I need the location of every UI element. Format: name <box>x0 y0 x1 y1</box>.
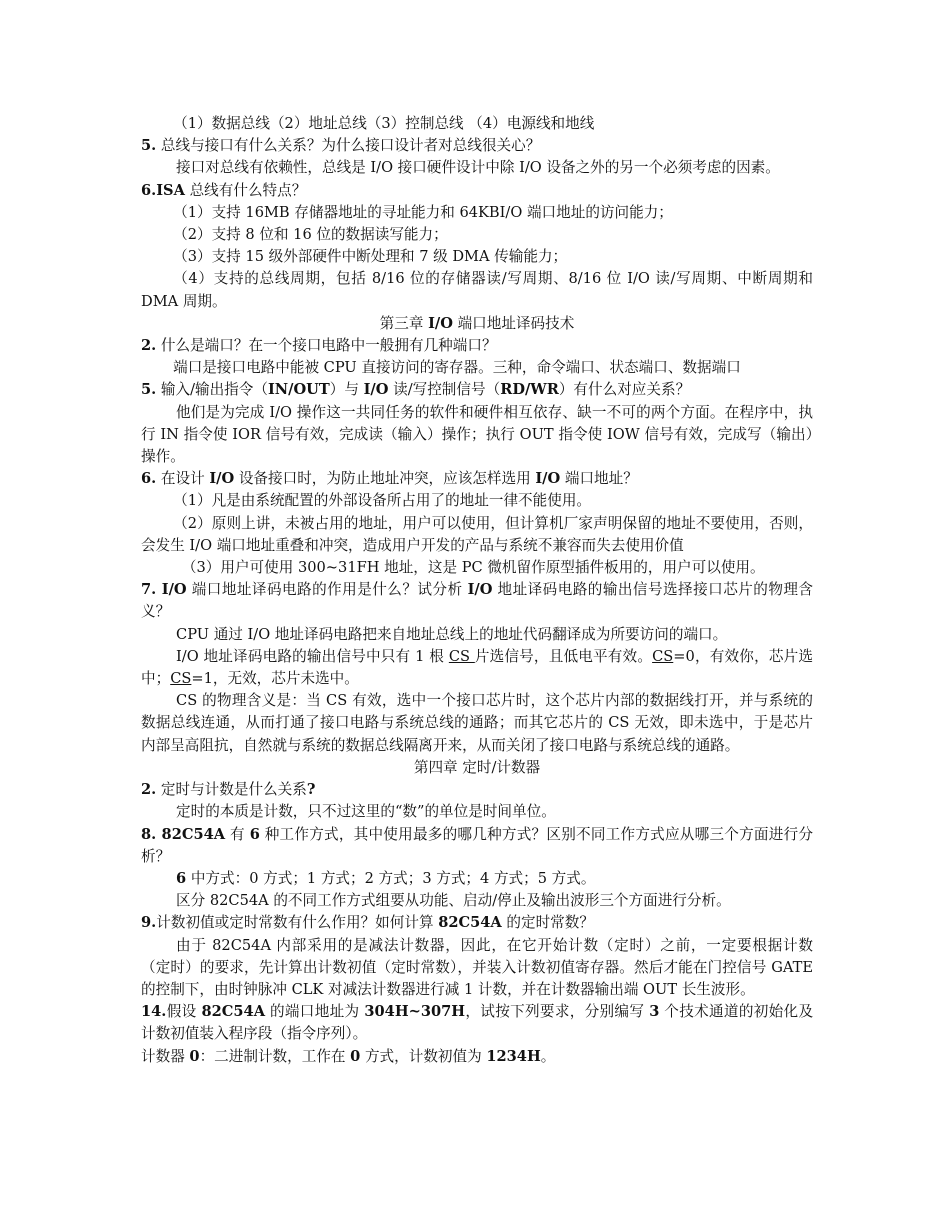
text: 读/写控制信号（ <box>388 381 501 399</box>
answer-6b-item-2 <box>141 513 813 557</box>
text: 端口地址译码技术 <box>452 314 575 332</box>
question-14-init <box>141 1001 813 1045</box>
text: =0，有效你，芯片选中； <box>141 647 813 688</box>
bold-text: I/O <box>363 381 389 399</box>
text: 第四章 定时/计数器 <box>413 758 541 776</box>
text: 输入/输出指令（ <box>156 381 268 399</box>
question-number: 8. 82C54A <box>141 825 226 843</box>
bold-text: 3 <box>649 1003 660 1021</box>
bold-text: 1234H <box>486 1047 541 1065</box>
cs-signal: CS <box>652 647 674 665</box>
question-number: 2. <box>141 781 157 799</box>
text: 中方式：0 方式；1 方式；2 方式；3 方式；4 方式；5 方式。 <box>186 869 596 887</box>
text: =1，无效，芯片未选中。 <box>191 670 359 688</box>
bold-text: 0 <box>350 1047 361 1065</box>
text: 什么是端口？在一个接口电路中一般拥有几种端口？ <box>156 337 497 355</box>
chapter-3-heading <box>141 313 813 335</box>
cs-signal: CS <box>170 670 192 688</box>
bold-text: 304H~307H <box>364 1003 466 1021</box>
question-number: 2. <box>141 337 157 355</box>
text: （1）凡是由系统配置的外部设备所占用了的地址一律不能使用。 <box>173 492 592 510</box>
text: 的定时常数？ <box>501 914 594 932</box>
bold-text: I/O <box>535 470 561 488</box>
question-number: 7. <box>141 581 157 599</box>
question-5-bus-interface <box>141 135 813 157</box>
text: 总线与接口有什么关系？为什么接口设计者对总线很关心？ <box>156 137 541 155</box>
text: （1）支持 16MB 存储器地址的寻址能力和 64KBI/O 端口地址的访问能力； <box>173 203 673 221</box>
text: （1）数据总线（2）地址总线（3）控制总线 （4）电源线和地线 <box>173 115 595 132</box>
text: ）与 <box>329 381 364 399</box>
question-7-decoder <box>141 579 813 623</box>
question-number: 6.ISA <box>141 181 185 199</box>
text: 计数器 <box>141 1047 190 1065</box>
text: 个技术通道的初始化及计数初值装入程序段（指令序列）。 <box>141 1003 814 1043</box>
text: 端口是接口电路中能被 CPU 直接访问的寄存器。三种，命令端口、状态端口、数据端口 <box>173 359 741 377</box>
text: （3）用户可使用 300~31FH 地址，这是 PC 微机留作原型插件板用的，用户可以使用。 <box>181 559 765 577</box>
question-5-io-instructions <box>141 379 813 401</box>
question-2-timing <box>141 779 813 801</box>
answer-bus-types <box>141 113 813 135</box>
question-number: 5. <box>141 381 157 399</box>
answer-6-item-2 <box>141 224 813 246</box>
text: CPU 通过 I/O 地址译码电路把来自地址总线上的地址代码翻译成为所要访问的端口。 <box>176 625 728 643</box>
answer-8-para-1 <box>141 868 813 890</box>
question-number: 9. <box>141 914 157 932</box>
text: ）有什么对应关系？ <box>558 381 691 399</box>
answer-5-io <box>141 402 813 469</box>
text: （3）支持 15 级外部硬件中断处理和 7 级 DMA 传输能力； <box>173 248 568 266</box>
text: 总线有什么特点？ <box>184 181 307 199</box>
text: 计数初值或定时常数有什么作用？如何计算 <box>156 914 439 932</box>
question-6-address-selection <box>141 468 813 490</box>
answer-5 <box>141 157 813 179</box>
chapter-4-heading <box>141 757 813 779</box>
text: ，试按下列要求，分别编写 <box>465 1003 650 1021</box>
bold-text: RD/WR <box>500 381 559 399</box>
text: 地址译码电路的输出信号选择接口芯片的物理含义？ <box>141 581 813 621</box>
answer-6b-item-1 <box>141 490 813 512</box>
answer-7-para-3 <box>141 690 813 757</box>
question-number: 6. <box>141 470 157 488</box>
text: 方式，计数初值为 <box>360 1047 487 1065</box>
bold-text: 6 <box>249 825 260 843</box>
text: 片选信号，且低电平有效。 <box>474 647 653 665</box>
question-9-count-value <box>141 912 813 934</box>
text: （2）原则上讲，未被占用的地址，用户可以使用，但计算机厂家声明保留的地址不要使用，否则，会发生 I/O 端口地址重叠和冲突，造成用户开发的产品与系统不兼容而失去使用价值 <box>141 514 813 554</box>
document-page <box>141 113 813 1068</box>
text: 区分 82C54A 的不同工作方式组要从功能、启动/停止及输出波形三个方面进行分析。 <box>176 892 731 910</box>
answer-2 <box>141 357 813 379</box>
answer-6-item-4 <box>141 268 813 312</box>
text: （4）支持的总线周期，包括 8/16 位的存储器读/写周期、8/16 位 I/O 读/写周期、中断周期和 DMA 周期。 <box>141 270 813 310</box>
bold-text: 82C54A <box>438 914 502 932</box>
question-number: 14. <box>141 1003 167 1021</box>
bold-text: I/O <box>209 470 235 488</box>
answer-2-timing <box>141 801 813 823</box>
text: 在设计 <box>156 470 210 488</box>
answer-9 <box>141 935 813 1002</box>
text: 的端口地址为 <box>265 1003 365 1021</box>
bold-text: 82C54A <box>201 1003 266 1021</box>
text: 由于 82C54A 内部采用的是减法计数器，因此，在它开始计数（定时）之前，一定要根据计数（定时）的要求，先计算出计数初值（定时常数），并装入计数初值寄存器。然后才能在门控信号 GATE 的控制下，由时钟脉冲 CLK 对减法计数器进行减 1 计数，并在计数器输出端 OUT 长生波形。 <box>141 936 813 998</box>
text: 他们是为完成 I/O 操作这一共同任务的软件和硬件相互依存、缺一不可的两个方面。在程序中，执行 IN 指令使 IOR 信号有效，完成读（输入）操作；执行 OUT 指令使 IOW 信号有效，完成写（输出）操作。 <box>141 403 813 466</box>
answer-6-item-3 <box>141 246 813 268</box>
text: 有 <box>225 825 250 843</box>
text: 定时与计数是什么关系 <box>156 781 307 799</box>
text: CS 的物理含义是：当 CS 有效，选中一个接口芯片时，这个芯片内部的数据线打开，并与系统的数据总线连通，从而打通了接口电路与系统总线的通路；而其它芯片的 CS 无效，即未选中，于是芯片内部呈高阻抗，自然就与系统的数据总线隔离开来，从而关闭了接口电路与系统总线的通路。 <box>141 692 813 754</box>
answer-8-para-2 <box>141 890 813 912</box>
text: 接口对总线有依赖性，总线是 I/O 接口硬件设计中除 I/O 设备之外的另一个必须考虑的因素。 <box>176 159 780 177</box>
bold-text: 6 <box>176 869 187 887</box>
question-6-isa <box>141 180 813 202</box>
text: 端口地址译码电路的作用是什么？试分析 <box>186 581 468 599</box>
text: ：二进制计数，工作在 <box>199 1047 351 1065</box>
question-8-modes <box>141 824 813 868</box>
text: 设备接口时，为防止地址冲突，应该怎样选用 <box>234 470 536 488</box>
cs-signal: CS <box>448 647 475 665</box>
bold-text: ? <box>306 781 316 799</box>
bold-text: IN/OUT <box>267 381 330 399</box>
answer-7-para-2 <box>141 646 813 690</box>
text: 假设 <box>166 1003 202 1021</box>
text: 定时的本质是计数，只不过这里的“数”的单位是时间单位。 <box>176 803 556 821</box>
question-2-port <box>141 335 813 357</box>
bold-text: I/O <box>156 581 187 599</box>
counter-0-requirement <box>141 1046 813 1068</box>
answer-7-para-1 <box>141 624 813 646</box>
question-number: 5. <box>141 137 157 155</box>
bold-text: I/O <box>467 581 493 599</box>
text: 。 <box>540 1047 556 1065</box>
text: 端口地址？ <box>560 470 638 488</box>
bold-text: I/O <box>428 314 453 332</box>
text: I/O 地址译码电路的输出信号中只有 1 根 <box>176 647 449 665</box>
answer-6b-item-3 <box>141 557 813 579</box>
text: 种工作方式，其中使用最多的哪几种方式？区别不同工作方式应从哪三个方面进行分析？ <box>141 825 813 865</box>
answer-6-item-1 <box>141 202 813 224</box>
bold-text: 0 <box>189 1047 200 1065</box>
text: 第三章 <box>379 314 429 332</box>
text: （2）支持 8 位和 16 位的数据读写能力； <box>173 226 448 244</box>
